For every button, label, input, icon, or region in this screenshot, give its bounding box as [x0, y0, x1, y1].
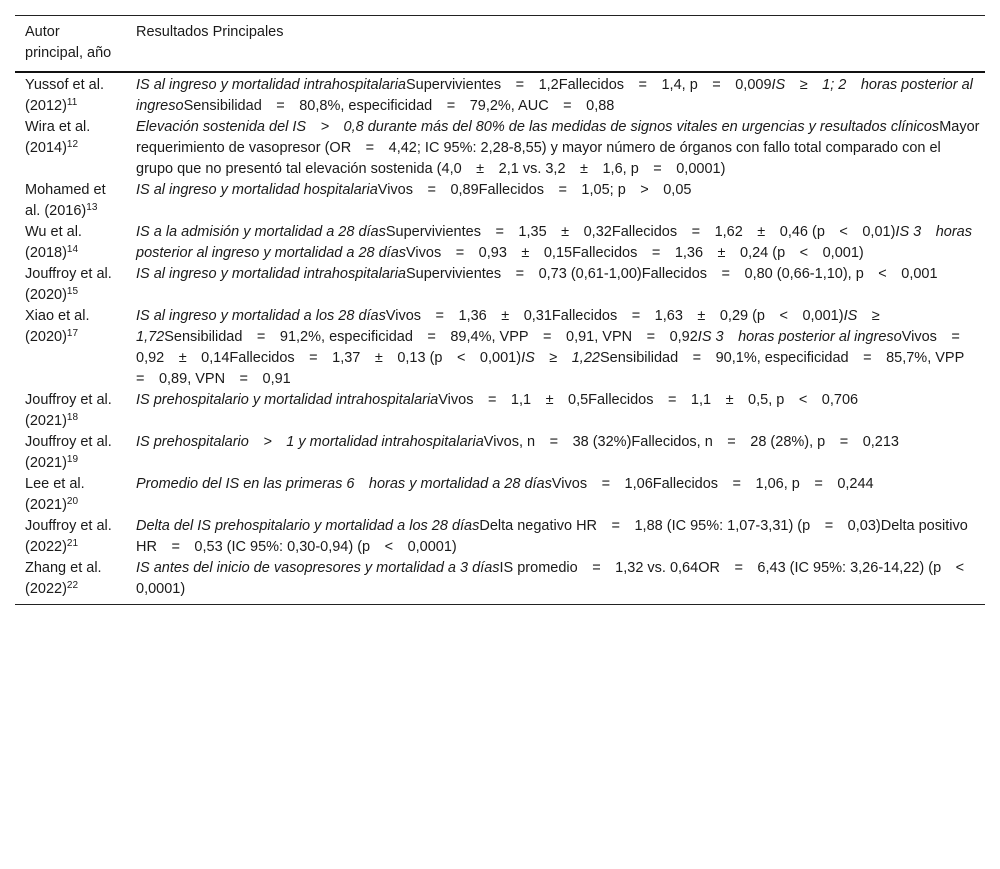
result-text: Sensibilidad = 90,1%, especificidad = 85,7%, VPP = 0,89, VPN = 0,91: [136, 350, 979, 387]
result-heading-italic: IS 3 horas posterior al ingreso: [697, 329, 902, 345]
table-row: [15, 117, 985, 180]
result-text: Vivos = 1,06Fallecidos = 1,06, p = 0,244: [551, 476, 874, 492]
result-text: Sensibilidad = 91,2%, especificidad = 89,4%, VPP = 0,91, VPN = 0,92: [164, 329, 698, 345]
results-cell: [126, 516, 985, 558]
results-cell: [126, 180, 985, 222]
table-row: [15, 558, 985, 605]
result-text: Supervivientes = 1,35 ± 0,32Fallecidos = 1,62 ± 0,46 (p < 0,01): [385, 224, 896, 240]
table-row: [15, 474, 985, 516]
table-row: [15, 306, 985, 390]
result-heading-italic: IS ≥ 1,22: [521, 350, 600, 366]
result-text: Vivos, n = 38 (32%)Fallecidos, n = 28 (28%), p = 0,213: [483, 434, 899, 450]
author-year: Jouffroy et al. (2021): [25, 392, 112, 429]
author-year: Lee et al. (2021): [25, 476, 85, 513]
author-cell: [15, 117, 126, 180]
result-heading-italic: Promedio del IS en las primeras 6 horas y mortalidad a 28 días: [136, 476, 552, 492]
result-heading-italic: IS a la admisión y mortalidad a 28 días: [136, 224, 386, 240]
reference-number: 11: [66, 97, 78, 108]
result-text: Vivos = 1,36 ± 0,31Fallecidos = 1,63 ± 0,29 (p < 0,001): [385, 308, 844, 324]
results-cell: [126, 558, 985, 605]
reference-number: 17: [66, 328, 79, 339]
result-heading-italic: IS ≥ 1,72: [136, 308, 895, 345]
table-body: [15, 72, 985, 605]
result-text: IS promedio = 1,32 vs. 0,64OR = 6,43 (IC 95%: 3,26-14,22) (p < 0,0001): [136, 560, 979, 597]
result-text: Vivos = 0,92 ± 0,14Fallecidos = 1,37 ± 0,13 (p < 0,001): [136, 329, 975, 366]
result-heading-italic: IS al ingreso y mortalidad intrahospitalaria: [136, 77, 406, 93]
author-year: Yussof et al. (2012): [25, 77, 104, 114]
reference-number: 18: [66, 412, 79, 423]
result-heading-italic: IS al ingreso y mortalidad intrahospitalaria: [136, 266, 406, 282]
reference-number: 19: [66, 454, 79, 465]
results-table: [15, 15, 985, 605]
results-cell: [126, 432, 985, 474]
author-cell: [15, 72, 126, 117]
author-year: Mohamed et al. (2016): [25, 182, 106, 219]
results-column-header: Resultados Principales: [136, 24, 284, 40]
reference-number: 13: [86, 202, 98, 213]
result-text: Vivos = 0,89Fallecidos = 1,05; p > 0,05: [377, 182, 692, 198]
result-heading-italic: IS al ingreso y mortalidad a los 28 días: [136, 308, 386, 324]
table-row: [15, 432, 985, 474]
result-heading-italic: IS ≥ 1; 2 horas posterior al ingreso: [136, 77, 973, 114]
author-cell: [15, 558, 126, 605]
author-year: Xiao et al. (2020): [25, 308, 90, 345]
author-cell: [15, 264, 126, 306]
author-year: Wu et al. (2018): [25, 224, 82, 261]
result-text: Vivos = 1,1 ± 0,5Fallecidos = 1,1 ± 0,5, p < 0,706: [438, 392, 859, 408]
author-year: Jouffroy et al. (2021): [25, 434, 112, 471]
result-heading-italic: IS antes del inicio de vasopresores y mortalidad a 3 días: [136, 560, 500, 576]
author-cell: [15, 306, 126, 390]
table-header-row: [15, 16, 985, 73]
result-heading-italic: Elevación sostenida del IS > 0,8 durante más del 80% de las medidas de signos vitales en urgencias y resultados clínicos: [136, 119, 940, 135]
table-row: [15, 516, 985, 558]
result-text: Delta negativo HR = 1,88 (IC 95%: 1,07-3,31) (p = 0,03)Delta positivo HR = 0,53 (IC 95%: 0,30-0,94) (p < 0,0001): [136, 518, 968, 555]
result-text: Supervivientes = 0,73 (0,61-1,00)Fallecidos = 0,80 (0,66-1,10), p < 0,001: [406, 266, 938, 282]
result-heading-italic: IS 3 horas posterior al ingreso y mortalidad a 28 días: [136, 224, 972, 261]
reference-number: 21: [66, 538, 79, 549]
table-row: [15, 264, 985, 306]
author-cell: [15, 390, 126, 432]
author-cell: [15, 474, 126, 516]
reference-number: 14: [66, 244, 79, 255]
author-year: Jouffroy et al. (2022): [25, 518, 112, 555]
reference-number: 12: [66, 139, 79, 150]
reference-number: 15: [66, 286, 79, 297]
result-heading-italic: IS al ingreso y mortalidad hospitalaria: [136, 182, 378, 198]
author-cell: [15, 222, 126, 264]
result-heading-italic: Delta del IS prehospitalario y mortalidad a los 28 días: [136, 518, 480, 534]
results-cell: [126, 390, 985, 432]
table-row: [15, 180, 985, 222]
result-text: Sensibilidad = 80,8%, especificidad = 79,2%, AUC = 0,88: [183, 98, 615, 114]
table-row: [15, 72, 985, 117]
table-row: [15, 390, 985, 432]
author-year: Zhang et al. (2022): [25, 560, 102, 597]
results-cell: [126, 72, 985, 117]
result-text: Mayor requerimiento de vasopresor (OR = 4,42; IC 95%: 2,28-8,55) y mayor número de órganos con fallo total comparado con el grupo que no presentó tal elevación sostenida (4,0 ± 2,1 vs. 3,2 ± 1,6, p = 0,0001): [136, 119, 980, 177]
results-cell: [126, 264, 985, 306]
results-cell: [126, 474, 985, 516]
author-cell: [15, 516, 126, 558]
result-heading-italic: IS prehospitalario > 1 y mortalidad intrahospitalaria: [136, 434, 484, 450]
reference-number: 22: [66, 580, 79, 591]
result-heading-italic: IS prehospitalario y mortalidad intrahospitalaria: [136, 392, 439, 408]
author-year: Wira et al. (2014): [25, 119, 91, 156]
author-cell: [15, 432, 126, 474]
results-cell: [126, 222, 985, 264]
results-cell: [126, 117, 985, 180]
results-cell: [126, 306, 985, 390]
result-text: Vivos = 0,93 ± 0,15Fallecidos = 1,36 ± 0,24 (p < 0,001): [406, 245, 864, 261]
author-column-header: Autor principal, año: [25, 24, 112, 61]
reference-number: 20: [66, 496, 79, 507]
author-year: Jouffroy et al. (2020): [25, 266, 112, 303]
author-cell: [15, 180, 126, 222]
result-text: Supervivientes = 1,2Fallecidos = 1,4, p = 0,009: [406, 77, 772, 93]
table-row: [15, 222, 985, 264]
